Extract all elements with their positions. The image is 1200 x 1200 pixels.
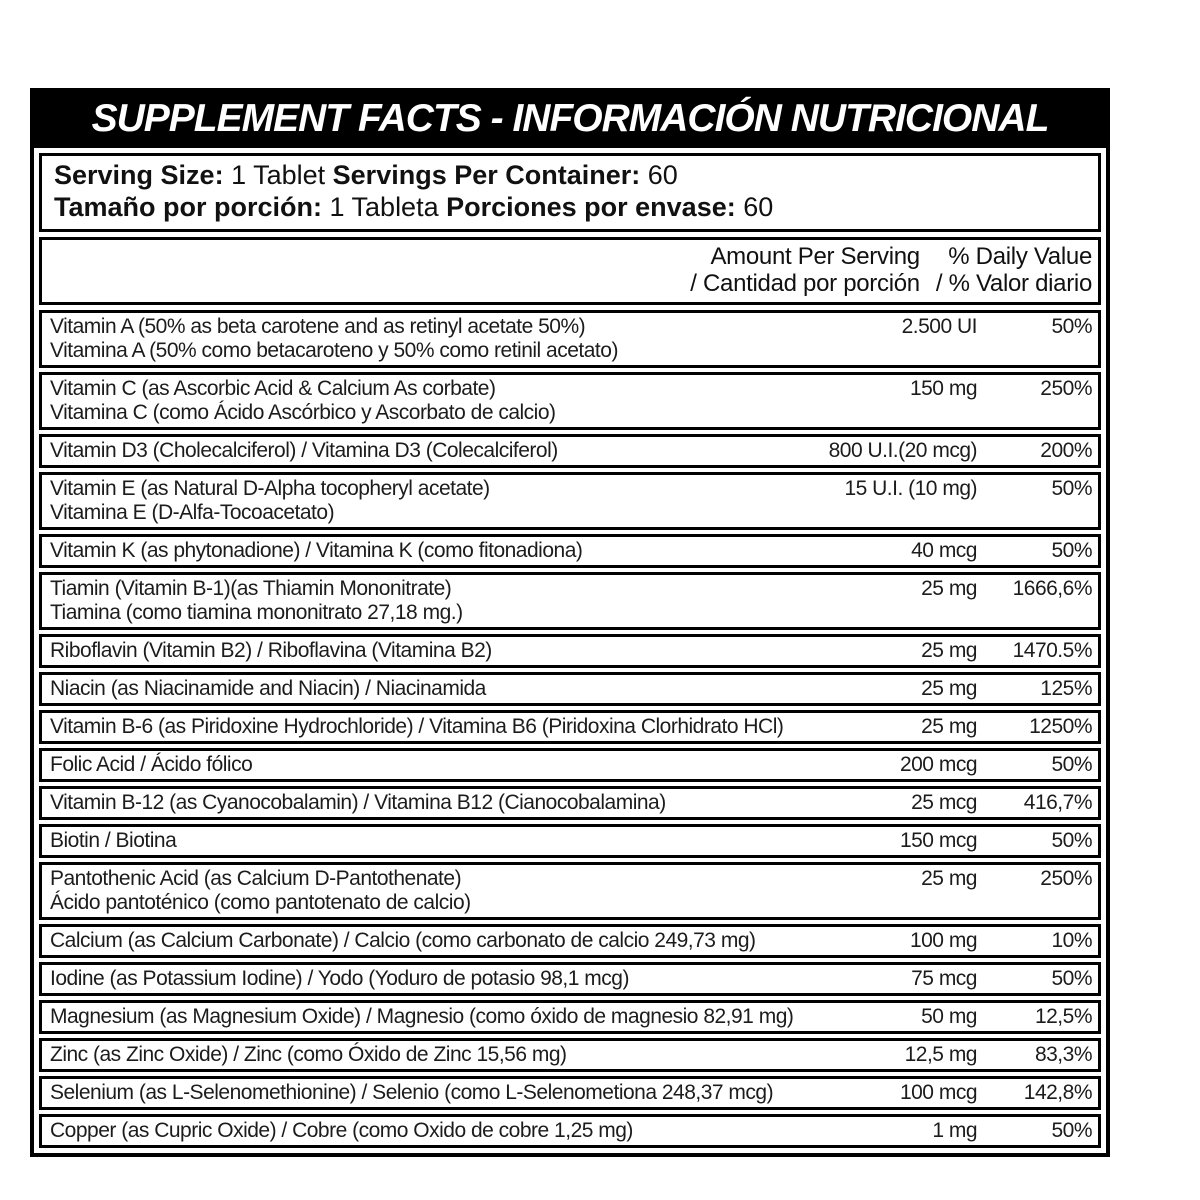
amount-per-serving-header [690,243,920,297]
nutrient-row-niacin [39,672,1101,706]
panel-title-bar [34,92,1106,148]
nutrient-name: Vitamin D3 (Cholecalciferol) / Vitamina D3 (Colecalciferol) [50,439,558,462]
nutrient-row-folic-acid [39,748,1101,782]
nutrient-daily-value: 50% [1051,967,1092,990]
nutrient-daily-value: 142,8% [1023,1081,1092,1104]
nutrient-name: Copper (as Cupric Oxide) / Cobre (como Oxido de cobre 1,25 mg) [50,1119,633,1142]
nutrient-name: Biotin / Biotina [50,829,177,852]
nutrient-daily-value: 50% [1051,315,1092,338]
nutrient-name-es: Ácido pantoténico (como pantotenato de calcio) [50,891,471,914]
serving-line-es [54,191,1086,223]
nutrient-name: Niacin (as Niacinamide and Niacin) / Niacinamida [50,677,486,700]
dv-header-line2: / % Valor diario [935,270,1092,297]
nutrient-amount: 200 mcg [899,753,977,776]
nutrient-row-vitamin-e [39,472,1101,530]
nutrient-name: Vitamin A (50% as beta carotene and as retinyl acetate 50%) [50,315,586,338]
amount-header-line2: / Cantidad por porción [690,270,920,297]
nutrient-daily-value: 125% [1040,677,1092,700]
nutrient-amount: 800 U.I.(20 mcg) [828,439,977,462]
nutrient-amount: 25 mg [921,677,977,700]
nutrient-name: Zinc (as Zinc Oxide) / Zinc (como Óxido de Zinc 15,56 mg) [50,1043,567,1066]
nutrient-name: Vitamin B-12 (as Cyanocobalamin) / Vitamina B12 (Cianocobalamina) [50,791,666,814]
nutrient-row-zinc [39,1038,1101,1072]
nutrient-daily-value: 12,5% [1034,1005,1092,1028]
dv-header-line1: % Daily Value [948,243,1092,270]
nutrient-daily-value: 416,7% [1023,791,1092,814]
nutrient-row-pantothenic-acid [39,862,1101,920]
nutrient-daily-value: 50% [1051,539,1092,562]
nutrient-amount: 150 mg [909,377,977,400]
nutrient-row-riboflavin [39,634,1101,668]
serving-size-value-en: 1 Tablet [223,160,333,190]
nutrient-daily-value: 1666,6% [1012,577,1092,600]
nutrient-amount: 150 mcg [899,829,977,852]
column-headers-box [39,237,1101,305]
nutrient-daily-value: 10% [1051,929,1092,952]
nutrient-daily-value: 50% [1051,829,1092,852]
nutrient-daily-value: 83,3% [1034,1043,1092,1066]
nutrient-row-calcium [39,924,1101,958]
serving-line-en [54,159,1086,191]
nutrient-row-vitamin-b6 [39,710,1101,744]
nutrient-row-vitamin-k [39,534,1101,568]
nutrient-row-vitamin-b12 [39,786,1101,820]
nutrient-amount: 40 mcg [911,539,977,562]
nutrient-name-es: Vitamina C (como Ácido Ascórbico y Ascorbato de calcio) [50,401,556,424]
nutrient-name-es: Vitamina E (D-Alfa-Tocoacetato) [50,501,335,524]
servings-per-container-value-es: 60 [735,192,774,222]
nutrient-row-thiamin [39,572,1101,630]
servings-per-container-label-es: Porciones por envase: [446,192,736,222]
nutrient-amount: 75 mcg [911,967,977,990]
nutrient-amount: 50 mg [921,1005,977,1028]
nutrient-name-es: Vitamina A (50% como betacaroteno y 50% como retinil acetato) [50,339,618,362]
nutrient-row-vitamin-d3 [39,434,1101,468]
nutrient-amount: 25 mcg [911,791,977,814]
nutrient-amount: 15 U.I. (10 mg) [844,477,977,500]
amount-header-line1: Amount Per Serving [710,243,920,270]
nutrient-row-vitamin-a [39,310,1101,368]
nutrient-daily-value: 50% [1051,1119,1092,1142]
nutrient-row-vitamin-c [39,372,1101,430]
nutrient-amount: 25 mg [921,639,977,662]
nutrient-amount: 25 mg [921,867,977,890]
serving-info-box [39,153,1101,232]
daily-value-header [936,243,1092,297]
nutrient-name: Vitamin E (as Natural D-Alpha tocopheryl acetate) [50,477,490,500]
nutrient-name: Calcium (as Calcium Carbonate) / Calcio (como carbonato de calcio 249,73 mg) [50,929,756,952]
serving-size-label-es: Tamaño por porción: [54,192,322,222]
nutrient-rows [39,310,1101,1148]
nutrient-name: Riboflavin (Vitamin B2) / Riboflavina (Vitamina B2) [50,639,492,662]
nutrient-amount: 1 mg [932,1119,977,1142]
serving-size-value-es: 1 Tableta [322,192,447,222]
nutrient-name: Vitamin B-6 (as Piridoxine Hydrochloride) / Vitamina B6 (Piridoxina Clorhidrato HCl) [50,715,784,738]
nutrient-name: Vitamin K (as phytonadione) / Vitamina K (como fitonadiona) [50,539,583,562]
nutrient-daily-value: 250% [1040,377,1092,400]
nutrient-name: Selenium (as L-Selenomethionine) / Selenio (como L-Selenometiona 248,37 mcg) [50,1081,774,1104]
nutrient-row-copper [39,1114,1101,1148]
nutrient-name: Pantothenic Acid (as Calcium D-Pantothenate) [50,867,462,890]
nutrient-name: Vitamin C (as Ascorbic Acid & Calcium As corbate) [50,377,496,400]
nutrient-row-selenium [39,1076,1101,1110]
nutrient-amount: 100 mg [909,929,977,952]
nutrient-amount: 2.500 UI [901,315,977,338]
nutrient-daily-value: 50% [1051,477,1092,500]
nutrient-amount: 12,5 mg [904,1043,977,1066]
servings-per-container-value-en: 60 [640,160,678,190]
nutrient-row-magnesium [39,1000,1101,1034]
nutrient-row-biotin [39,824,1101,858]
nutrient-name: Tiamin (Vitamin B-1)(as Thiamin Mononitrate) [50,577,452,600]
supplement-facts-panel [30,88,1110,1157]
nutrient-amount: 25 mg [921,577,977,600]
nutrient-row-iodine [39,962,1101,996]
nutrient-daily-value: 250% [1040,867,1092,890]
nutrient-daily-value: 200% [1040,439,1092,462]
nutrient-amount: 100 mcg [899,1081,977,1104]
nutrient-daily-value: 1250% [1029,715,1092,738]
panel-title: SUPPLEMENT FACTS - INFORMACIÓN NUTRICIONAL [91,97,1049,140]
serving-size-label-en: Serving Size: [54,160,224,190]
nutrient-amount: 25 mg [921,715,977,738]
nutrient-daily-value: 1470.5% [1012,639,1092,662]
nutrient-name: Iodine (as Potassium Iodine) / Yodo (Yoduro de potasio 98,1 mcg) [50,967,629,990]
nutrient-name-es: Tiamina (como tiamina mononitrato 27,18 mg.) [50,601,463,624]
servings-per-container-label-en: Servings Per Container: [332,160,641,190]
nutrient-name: Magnesium (as Magnesium Oxide) / Magnesio (como óxido de magnesio 82,91 mg) [50,1005,794,1028]
nutrient-daily-value: 50% [1051,753,1092,776]
nutrient-name: Folic Acid / Ácido fólico [50,753,253,776]
